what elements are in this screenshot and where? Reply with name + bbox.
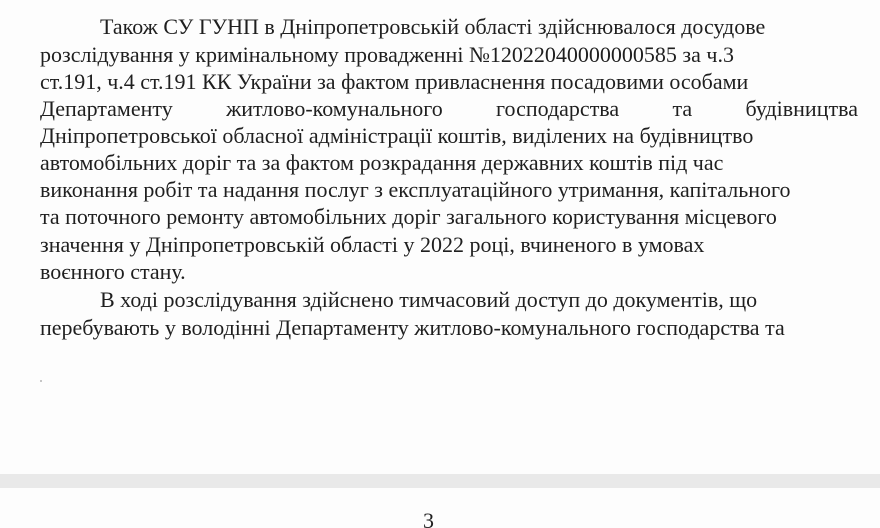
paragraph-2-line-1: В ході розслідування здійснено тимчасовий доступ до документів, що (100, 287, 758, 312)
paragraph-1-line-9: значення у Дніпропетровській області у 2022 році, вчиненого в умовах (40, 232, 705, 257)
paragraph-1-line-8: та поточного ремонту автомобільних доріг загального користування місцевого (40, 204, 777, 229)
scan-speck (40, 380, 42, 382)
paragraph-1-line-3: ст.191, ч.4 ст.191 КК України за фактом привласнення посадовими особами (40, 69, 749, 94)
paragraph-1-line-4 (40, 96, 858, 122)
paragraph-1-line-7: виконання робіт та надання послуг з експлуатаційного утримання, капітального (40, 177, 791, 202)
paragraph-1-line-4-word-4: та (672, 96, 693, 121)
paragraph-1-line-4-word-5: будівництва (745, 96, 858, 121)
paragraph-1-line-10: воєнного стану. (40, 259, 186, 284)
page-number: 3 (423, 508, 434, 528)
paragraph-2-line-2: перебувають у володінні Департаменту житлово-комунального господарства та (40, 315, 785, 340)
paragraph-1-line-1: Також СУ ГУНП в Дніпропетровській області здійснювалося досудове (100, 14, 766, 39)
paragraph-1-line-4-word-1: Департаменту (40, 96, 173, 121)
paragraph-1-line-6: автомобільних доріг та за фактом розкрадання державних коштів під час (40, 150, 724, 175)
paragraph-1-line-4-word-3: господарства (496, 96, 620, 121)
paragraph-1-line-4-word-2: житлово-комунального (226, 96, 443, 121)
paragraph-1-line-2: розслідування у кримінальному провадженні №12022040000000585 за ч.3 (40, 42, 734, 67)
next-document-page (0, 488, 880, 528)
page-separator (0, 474, 880, 488)
paragraph-1-line-5: Дніпропетровської обласної адміністрації коштів, виділених на будівництво (40, 123, 754, 148)
